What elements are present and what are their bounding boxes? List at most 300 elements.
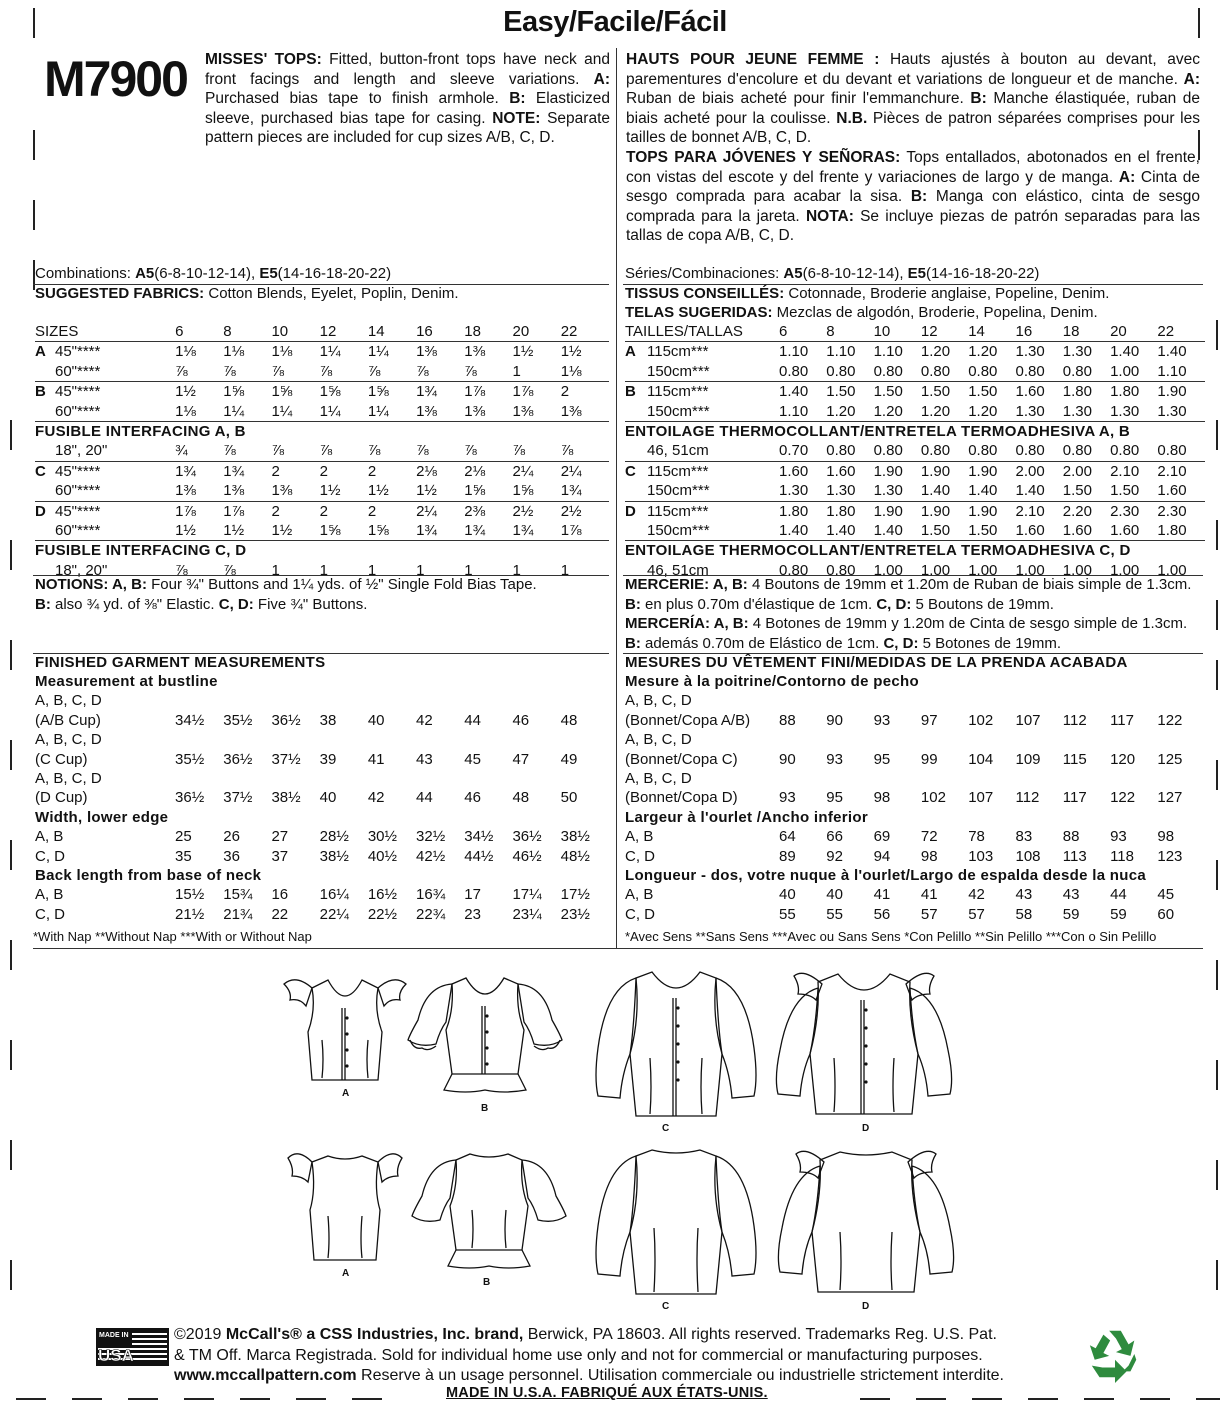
measurement-cell: 72 <box>920 828 938 846</box>
yardage-cell: 1.30 <box>1062 402 1092 420</box>
measurement-cell <box>1110 691 1157 710</box>
measurement-cell: 36½ <box>223 750 253 768</box>
yardage-cell: ⅞ <box>464 442 477 460</box>
view-letter: A <box>625 342 647 362</box>
measurement-cell: 39 <box>319 750 337 768</box>
sizes-header-row <box>35 322 609 342</box>
table-row <box>35 382 609 402</box>
view-letter <box>625 402 647 422</box>
size-header-cell: 18 <box>1062 323 1080 340</box>
yardage-cell: 1.00 <box>1110 561 1140 579</box>
measurement-cell: 41 <box>920 886 938 904</box>
yardage-cell: 1⅝ <box>320 382 368 402</box>
yardage-cell: 1⅝ <box>223 382 271 402</box>
measurement-cell: 43 <box>1015 886 1033 904</box>
view-letter: C <box>35 461 55 481</box>
measurement-cell <box>826 691 873 710</box>
measurement-cell: 37½ <box>271 750 301 768</box>
view-a-back-drawing <box>284 1150 406 1266</box>
measurement-cell <box>826 769 873 788</box>
measurement-row <box>625 827 1205 846</box>
table-row <box>625 402 1205 422</box>
yardage-cell: 1 <box>464 561 473 579</box>
measurement-cell: 26 <box>223 828 240 846</box>
yardage-cell: 1½ <box>175 382 223 402</box>
measurement-cell: 66 <box>826 828 843 846</box>
measurement-cell <box>368 769 416 788</box>
fabric-width: 46, 51cm <box>647 561 709 579</box>
view-b-front-drawing <box>406 970 564 1100</box>
measurement-cell: 22¾ <box>416 905 446 923</box>
yardage-cell: 1¼ <box>319 402 341 420</box>
measurement-cell: 115 <box>1062 750 1087 768</box>
sizes-header-label: TAILLES/TALLAS <box>625 323 743 340</box>
fabric-width: 60"**** <box>55 362 101 380</box>
measurement-row <box>35 730 609 749</box>
yardage-cell: 1 <box>271 561 280 579</box>
yardage-cell: 1⅞ <box>512 382 560 402</box>
measurement-cell: 16½ <box>367 886 398 904</box>
measurement-cell: 46 <box>464 789 481 807</box>
yardage-cell: 2 <box>271 501 319 521</box>
view-letter: D <box>625 501 647 521</box>
measurement-cell: 17 <box>464 886 481 904</box>
yardage-cell: 1 <box>367 561 377 579</box>
measurement-cell: 94 <box>873 847 891 865</box>
made-in-text: MADE IN U.S.A. FABRIQUÉ AUX ÉTATS-UNIS. <box>446 1385 768 1401</box>
measurement-cell: 15½ <box>175 886 205 904</box>
measurement-cell: 47 <box>512 750 530 768</box>
view-letter: A <box>35 342 55 362</box>
yardage-cell: 1.40 <box>1015 482 1045 500</box>
measurement-row <box>625 847 1205 866</box>
fabrics-fr: TISSUS CONSEILLÉS: Cotonnade, Broderie anglaise, Popeline, Denim. <box>625 285 1110 302</box>
measurement-row <box>35 750 609 769</box>
measurement-cell <box>1157 691 1204 710</box>
yardage-cell: 1.40 <box>920 482 951 500</box>
yardage-cell: 1⅝ <box>319 522 341 540</box>
difficulty-title: Easy/Facile/Fácil <box>503 6 727 38</box>
size-header-cell: 8 <box>223 323 232 340</box>
yardage-cell: ⅞ <box>175 561 188 579</box>
yardage-cell: 1.60 <box>779 461 826 481</box>
measurement-cell: 44½ <box>464 847 494 865</box>
measurement-cell: 44 <box>416 789 433 807</box>
measurement-cell <box>921 691 968 710</box>
measurement-cell: 113 <box>1062 847 1087 865</box>
measurement-cell: 117 <box>1062 789 1087 807</box>
yardage-cell: 1¼ <box>320 342 368 362</box>
yardage-cell: ⅞ <box>175 362 188 380</box>
yardage-cell: 1.40 <box>1157 342 1204 362</box>
measurement-cell: 59 <box>1110 905 1127 923</box>
yardage-cell: 1.20 <box>968 402 998 420</box>
measurement-label: (C Cup) <box>35 750 88 768</box>
view-a-front-drawing <box>282 970 408 1088</box>
pattern-number: M7900 <box>44 51 187 107</box>
size-header-cell: 16 <box>1015 323 1033 340</box>
yardage-cell: ¾ <box>175 442 188 460</box>
view-c-back-label: C <box>662 1301 670 1312</box>
measurement-cell <box>561 691 609 710</box>
measurement-cell <box>368 691 416 710</box>
measurement-cell: 83 <box>1015 828 1033 846</box>
table-row <box>625 521 1205 541</box>
yardage-cell: 0.80 <box>1062 442 1092 460</box>
measurement-label: (A/B Cup) <box>35 711 101 729</box>
yardage-cell: 1.20 <box>921 342 968 362</box>
yardage-cell: ⅞ <box>319 442 333 460</box>
measurement-cell <box>968 769 1015 788</box>
yardage-cell: 1.30 <box>1063 342 1110 362</box>
yardage-cell: 1½ <box>223 522 245 540</box>
measurement-cell: 16¼ <box>319 886 349 904</box>
table-row <box>35 501 609 521</box>
yardage-cell: 1.10 <box>874 342 921 362</box>
measurement-section-label: Back length from base of neck <box>35 867 262 885</box>
yardage-cell: 1¾ <box>175 461 223 481</box>
table-section-row <box>35 541 609 561</box>
recycle-icon <box>1086 1325 1144 1383</box>
measurement-cell: 64 <box>779 828 796 846</box>
measurement-cell: 97 <box>920 711 938 729</box>
measurement-row <box>35 885 609 904</box>
measurement-cell: 55 <box>826 905 843 923</box>
measurement-cell <box>175 769 223 788</box>
yardage-cell: 1.00 <box>1062 561 1092 579</box>
measurement-cell: 17¼ <box>512 886 542 904</box>
yardage-cell: 1.10 <box>779 342 826 362</box>
view-a-back-label: A <box>342 1268 350 1279</box>
measurement-cell: 108 <box>1015 847 1041 865</box>
view-d-back-label: D <box>862 1301 870 1312</box>
yardage-cell: ⅞ <box>416 442 429 460</box>
measurement-cell <box>561 769 609 788</box>
measurement-cell: 36½ <box>175 789 205 807</box>
yardage-cell: 1⅜ <box>464 402 486 420</box>
measurement-cell: 35½ <box>223 711 253 729</box>
measurement-cell: 40 <box>367 711 385 729</box>
yardage-cell: 2.30 <box>1157 501 1204 521</box>
table-row <box>35 441 609 461</box>
yardage-cell: 2 <box>320 461 368 481</box>
measurement-cell: 22½ <box>367 905 398 923</box>
measurement-cell <box>1110 769 1157 788</box>
view-d-back-drawing <box>768 1146 964 1298</box>
measurement-label: A, B, C, D <box>35 692 102 710</box>
yardage-cell: 1⅝ <box>464 482 486 500</box>
measurement-cell: 21¾ <box>223 905 253 923</box>
website-link[interactable]: www.mccallpattern.com <box>174 1367 357 1384</box>
yardage-cell: 1.10 <box>826 342 873 362</box>
table-row <box>625 382 1205 402</box>
measurement-row <box>35 711 609 730</box>
measurement-row <box>35 847 609 866</box>
yardage-cell: 1.60 <box>1062 522 1092 540</box>
measurement-label: C, D <box>35 847 65 865</box>
measurement-cell <box>223 769 271 788</box>
measurement-cell: 102 <box>968 711 994 729</box>
measurement-cell: 44 <box>1110 886 1127 904</box>
yardage-cell: 1.60 <box>1110 522 1140 540</box>
yardage-cell: 1.50 <box>920 522 951 540</box>
measurement-cell: 107 <box>968 789 994 807</box>
measurement-cell: 36½ <box>512 828 542 846</box>
view-c-front-label: C <box>662 1123 670 1134</box>
fabric-width: 46, 51cm <box>647 442 709 460</box>
measurement-cell <box>874 730 921 749</box>
view-letter <box>625 441 647 461</box>
measurement-cell <box>320 691 368 710</box>
measurement-cell: 49 <box>560 750 578 768</box>
size-header-cell: 12 <box>319 323 337 340</box>
measurement-cell: 45 <box>1157 886 1175 904</box>
yardage-table-fr <box>625 322 1205 580</box>
size-header-cell: 10 <box>873 323 891 340</box>
notions-fr: MERCERIE: A, B: 4 Boutons de 19mm et 1.20m de Ruban de biais simple de 1.3cm. B: en plus 0.70m d'élastique de 1cm. C, D: 5 Boutons de 19mm. <box>625 576 1192 613</box>
measurement-section-row <box>625 808 1205 827</box>
yardage-cell: 1½ <box>512 342 560 362</box>
measurement-section-label: Longueur - dos, votre nuque à l'ourlet/Largo de espalda desde la nuca <box>625 867 1147 885</box>
measurement-cell: 109 <box>1015 750 1041 768</box>
view-d-front-label: D <box>862 1123 870 1134</box>
yardage-cell: 0.80 <box>826 442 856 460</box>
measurement-cell <box>223 691 271 710</box>
measurement-cell <box>1015 691 1062 710</box>
yardage-cell: 1¾ <box>560 482 582 500</box>
measurement-cell: 38½ <box>271 789 301 807</box>
yardage-cell: 1.20 <box>873 402 903 420</box>
fabrics-en: SUGGESTED FABRICS: Cotton Blends, Eyelet, Poplin, Denim. <box>35 285 459 302</box>
yardage-cell: 1 <box>319 561 329 579</box>
yardage-cell: 1.30 <box>826 482 856 500</box>
measurement-cell: 16 <box>271 886 289 904</box>
measurement-cell: 25 <box>175 828 192 846</box>
yardage-cell: 1.10 <box>1157 362 1187 380</box>
fabric-width: 60"**** <box>55 482 101 500</box>
yardage-cell: 1⅜ <box>271 482 293 500</box>
description-en: MISSES' TOPS: Fitted, button-front tops have neck and front facings and length and sleeve variations. A: Purchased bias tape to finish armhole. B: Elasticized sleeve, purchased bias tape for casing. NOTE: Separate pattern pieces are included for cup sizes A/B, C, D. <box>205 51 610 146</box>
measurement-cell: 92 <box>826 847 843 865</box>
yardage-cell: 1.80 <box>1110 382 1157 402</box>
measurement-cell: 57 <box>968 905 985 923</box>
yardage-cell: 2½ <box>512 501 560 521</box>
view-d-front-drawing <box>764 966 964 1120</box>
table-section-row <box>35 422 609 442</box>
yardage-cell: ⅞ <box>223 442 236 460</box>
yardage-cell: 1⅝ <box>367 522 389 540</box>
yardage-cell: 0.80 <box>779 561 809 579</box>
size-header-cell: 8 <box>826 323 835 340</box>
fabric-width: 150cm*** <box>647 522 710 540</box>
measurement-cell <box>512 691 560 710</box>
measurement-cell <box>779 730 826 749</box>
view-letter: B <box>625 382 647 402</box>
measurement-row <box>625 905 1205 924</box>
yardage-cell: 1¼ <box>368 342 416 362</box>
yardage-cell: 2¼ <box>512 461 560 481</box>
view-a-front-label: A <box>342 1088 350 1099</box>
measurement-section-row <box>35 808 609 827</box>
table-row <box>35 481 609 501</box>
measurement-cell: 95 <box>826 789 843 807</box>
fabric-width: 45"**** <box>55 382 175 402</box>
measurement-section-label: Measurement at bustline <box>35 673 218 690</box>
measurement-cell <box>1063 730 1110 749</box>
measurement-label: A, B <box>35 886 64 904</box>
measurement-cell: 48½ <box>560 847 590 865</box>
notions-es: MERCERÍA: A, B: 4 Botones de 19mm y 1.20m de Cinta de sesgo simple de 1.3cm. B: además 0.70m de Elástico de 1cm. C, D: 5 Botones de 19mm. <box>625 615 1188 652</box>
measurement-label: A, B, C, D <box>35 770 102 788</box>
yardage-cell: 1⅛ <box>175 342 223 362</box>
measurement-section-label: Largeur à l'ourlet /Ancho inferior <box>625 808 868 826</box>
measurement-cell <box>1157 730 1204 749</box>
view-letter <box>35 441 55 461</box>
yardage-table-en <box>35 322 609 580</box>
yardage-cell: 1½ <box>561 342 609 362</box>
view-letter <box>35 362 55 382</box>
measurement-cell: 102 <box>920 789 946 807</box>
yardage-cell: 1½ <box>319 482 341 500</box>
yardage-cell: 1.60 <box>1015 522 1045 540</box>
measurement-cell <box>223 730 271 749</box>
yardage-cell: 2.10 <box>1157 461 1204 481</box>
yardage-cell: 1.20 <box>968 342 1015 362</box>
measurement-cell: 127 <box>1157 789 1183 807</box>
measurement-cell: 90 <box>826 711 843 729</box>
yardage-cell: 1.30 <box>873 482 903 500</box>
yardage-cell: 1.30 <box>1015 342 1062 362</box>
yardage-cell: 1¾ <box>416 522 437 540</box>
table-row <box>625 342 1205 362</box>
size-header-cell: 14 <box>968 323 985 340</box>
yardage-cell: 0.80 <box>873 362 903 380</box>
measurement-label: (Bonnet/Copa C) <box>625 750 738 768</box>
measurement-cell: 28½ <box>319 828 349 846</box>
measurement-cell: 16¾ <box>416 886 446 904</box>
table-row <box>35 342 609 362</box>
notions-en: NOTIONS: A, B: Four ¾" Buttons and 1¼ yds. of ½" Single Fold Bias Tape. B: also ¾ yd. of ⅜" Elastic. C, D: Five ¾" Buttons. <box>35 576 537 613</box>
yardage-cell: 1.80 <box>779 501 826 521</box>
yardage-cell: 1⅛ <box>175 402 196 420</box>
measurement-cell: 23 <box>464 905 481 923</box>
measurement-cell: 42½ <box>416 847 446 865</box>
fabric-width: 45"**** <box>55 501 175 521</box>
yardage-cell: 1⅝ <box>271 382 319 402</box>
yardage-cell: 2 <box>368 461 416 481</box>
yardage-cell: ⅞ <box>560 442 574 460</box>
yardage-cell: 1¾ <box>464 522 486 540</box>
measurement-cell <box>320 769 368 788</box>
measurement-row <box>35 769 609 788</box>
yardage-cell: 0.80 <box>1015 442 1045 460</box>
yardage-cell: 1⅜ <box>416 402 437 420</box>
measurement-label: A, B <box>625 886 654 904</box>
measurement-cell <box>1110 730 1157 749</box>
measurement-cell: 41 <box>873 886 891 904</box>
measurement-cell: 40 <box>319 789 337 807</box>
table-row <box>35 402 609 422</box>
yardage-cell: ⅞ <box>367 442 381 460</box>
measurement-cell: 40 <box>779 886 796 904</box>
measurement-cell: 21½ <box>175 905 205 923</box>
yardage-cell: ⅞ <box>416 362 429 380</box>
measurement-cell: 42 <box>968 886 985 904</box>
yardage-cell: 1.80 <box>826 501 873 521</box>
yardage-cell: 1.60 <box>1015 382 1062 402</box>
fabric-width: 150cm*** <box>647 482 710 500</box>
measurement-cell <box>1063 769 1110 788</box>
measurement-cell: 42 <box>416 711 433 729</box>
measurement-cell: 38½ <box>560 828 590 846</box>
size-header-cell: 20 <box>1110 323 1127 340</box>
measurement-cell: 50 <box>560 789 578 807</box>
table-row <box>625 461 1205 481</box>
yardage-cell: 1½ <box>271 522 293 540</box>
measurement-cell <box>368 730 416 749</box>
measurement-cell: 40 <box>826 886 843 904</box>
measurement-cell: 44 <box>464 711 481 729</box>
measurement-row <box>625 730 1205 749</box>
yardage-cell: 2.30 <box>1110 501 1157 521</box>
fabric-width: 60"**** <box>55 522 101 540</box>
yardage-cell: 1⅜ <box>416 342 464 362</box>
fabric-width: 150cm*** <box>647 402 710 420</box>
yardage-cell: 1.00 <box>968 561 998 579</box>
measurement-label: C, D <box>625 905 655 923</box>
yardage-cell: 1¼ <box>367 402 389 420</box>
measurement-cell: 46 <box>512 711 530 729</box>
measurement-cell: 117 <box>1110 711 1134 729</box>
measurement-cell <box>968 691 1015 710</box>
yardage-cell: 1 <box>560 561 570 579</box>
measurement-cell <box>464 769 512 788</box>
measurement-cell: 27 <box>271 828 289 846</box>
section-label: FUSIBLE INTERFACING A, B <box>35 422 609 442</box>
measurement-row <box>625 885 1205 904</box>
yardage-cell: 1.00 <box>873 561 903 579</box>
view-letter <box>625 481 647 501</box>
measurement-cell: 59 <box>1062 905 1080 923</box>
yardage-cell: 1¼ <box>271 402 293 420</box>
measurement-cell <box>175 691 223 710</box>
measurement-cell <box>271 769 319 788</box>
measurement-cell: 112 <box>1062 711 1087 729</box>
size-header-cell: 22 <box>1157 323 1175 340</box>
measurement-cell: 122 <box>1157 711 1183 729</box>
view-letter: D <box>35 501 55 521</box>
yardage-cell: 1⅞ <box>464 382 512 402</box>
yardage-cell: ⅞ <box>223 362 236 380</box>
measurement-cell: 37 <box>271 847 289 865</box>
fabric-width: 45"**** <box>55 461 175 481</box>
badge-usa-text: USA <box>98 1346 134 1365</box>
table-row <box>35 362 609 382</box>
footnote-fr: *Avec Sens **Sans Sens ***Avec ou Sans Sens *Con Pelillo **Sin Pelillo ***Con o Sin Pelillo <box>625 929 1157 944</box>
size-header-cell: 18 <box>464 323 481 340</box>
yardage-cell: 1.40 <box>826 522 856 540</box>
measurement-section-label: Width, lower edge <box>35 808 169 826</box>
yardage-cell: 0.80 <box>1015 362 1045 380</box>
yardage-cell: 1⅞ <box>175 501 223 521</box>
yardage-cell: 2½ <box>561 501 609 521</box>
yardage-cell: 1.50 <box>1062 482 1092 500</box>
measurement-cell: 112 <box>1015 789 1040 807</box>
measurement-section-row <box>35 672 609 691</box>
yardage-cell: 2 <box>271 461 319 481</box>
measurement-cell: 95 <box>873 750 891 768</box>
yardage-cell: 2⅜ <box>464 501 512 521</box>
